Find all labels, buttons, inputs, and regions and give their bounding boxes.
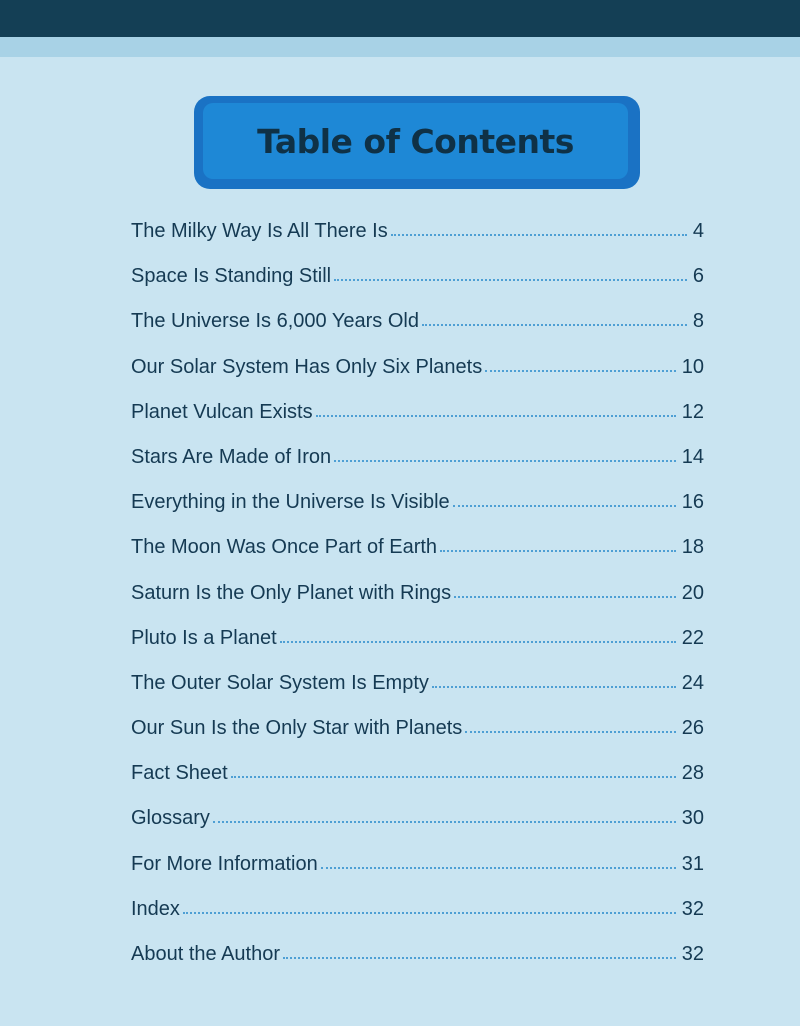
toc-entry-page-number: 32 [681, 943, 704, 965]
toc-entry-page-number: 24 [681, 671, 704, 694]
toc-entry-title: The Universe Is 6,000 Years Old [131, 310, 419, 333]
toc-entry-title: Glossary [131, 807, 210, 830]
toc-entry-page-number: 26 [681, 717, 704, 740]
toc-entry[interactable] [131, 310, 704, 355]
toc-entry-title: Our Sun Is the Only Star with Planets [131, 717, 463, 740]
toc-entry-page-number: 14 [681, 445, 704, 468]
toc-entry-page-number: 16 [681, 491, 704, 514]
toc-entry[interactable] [131, 446, 704, 491]
toc-entry-title: For More Information [131, 852, 318, 875]
toc-entry-page-number: 8 [692, 310, 704, 333]
dot-leader [280, 641, 676, 643]
dot-leader [465, 731, 675, 733]
toc-entry-title: Everything in the Universe Is Visible [131, 491, 450, 514]
dot-leader [454, 596, 676, 598]
toc-entry-page-number: 30 [681, 807, 704, 830]
toc-entry-title: The Outer Solar System Is Empty [131, 671, 429, 694]
dot-leader [316, 415, 676, 417]
toc-entry[interactable] [131, 401, 704, 446]
toc-entry-page-number: 6 [692, 265, 704, 288]
toc-entry-title: Space Is Standing Still [131, 265, 332, 288]
dot-leader [422, 324, 687, 326]
dot-leader [432, 686, 676, 688]
toc-entry-title: The Moon Was Once Part of Earth [131, 536, 438, 559]
toc-entry[interactable] [131, 220, 704, 265]
toc-entry[interactable] [131, 491, 704, 536]
top-banner-stripe [0, 37, 800, 57]
dot-leader [283, 957, 676, 959]
toc-entry[interactable] [131, 717, 704, 762]
toc-entry-page-number: 10 [681, 355, 704, 378]
dot-leader [453, 505, 676, 507]
toc-entry-title: Our Solar System Has Only Six Planets [131, 355, 483, 378]
dot-leader [213, 821, 676, 823]
toc-entry-page-number: 31 [681, 852, 704, 875]
toc-entry-title: About the Author [131, 943, 281, 965]
dot-leader [231, 776, 676, 778]
table-of-contents-list [131, 220, 704, 988]
toc-entry-title: The Milky Way Is All There Is [131, 220, 388, 242]
toc-entry[interactable] [131, 943, 704, 988]
toc-entry-title: Planet Vulcan Exists [131, 400, 313, 423]
dot-leader [440, 550, 676, 552]
toc-entry-page-number: 28 [681, 762, 704, 785]
dot-leader [485, 370, 676, 372]
top-banner-bar [0, 0, 800, 37]
page-title: Table of Contents [257, 121, 574, 161]
heading-box [194, 96, 640, 189]
toc-entry-page-number: 4 [692, 220, 704, 242]
toc-entry-title: Fact Sheet [131, 762, 228, 785]
toc-entry[interactable] [131, 898, 704, 943]
toc-entry[interactable] [131, 807, 704, 852]
toc-entry-page-number: 12 [681, 400, 704, 423]
toc-entry[interactable] [131, 265, 704, 310]
toc-entry-page-number: 22 [681, 626, 704, 649]
toc-entry[interactable] [131, 853, 704, 898]
toc-entry-title: Index [131, 897, 180, 920]
toc-entry-title: Stars Are Made of Iron [131, 445, 332, 468]
toc-entry[interactable] [131, 672, 704, 717]
toc-entry[interactable] [131, 536, 704, 581]
toc-entry[interactable] [131, 762, 704, 807]
dot-leader [321, 867, 676, 869]
toc-entry-page-number: 18 [681, 536, 704, 559]
toc-entry-page-number: 32 [681, 897, 704, 920]
toc-entry[interactable] [131, 356, 704, 401]
heading-box-inner [203, 103, 628, 179]
toc-entry-title: Saturn Is the Only Planet with Rings [131, 581, 452, 604]
dot-leader [183, 912, 676, 914]
toc-entry[interactable] [131, 582, 704, 627]
dot-leader [334, 279, 687, 281]
dot-leader [391, 234, 687, 236]
dot-leader [334, 460, 676, 462]
toc-entry[interactable] [131, 627, 704, 672]
toc-entry-page-number: 20 [681, 581, 704, 604]
toc-entry-title: Pluto Is a Planet [131, 626, 277, 649]
